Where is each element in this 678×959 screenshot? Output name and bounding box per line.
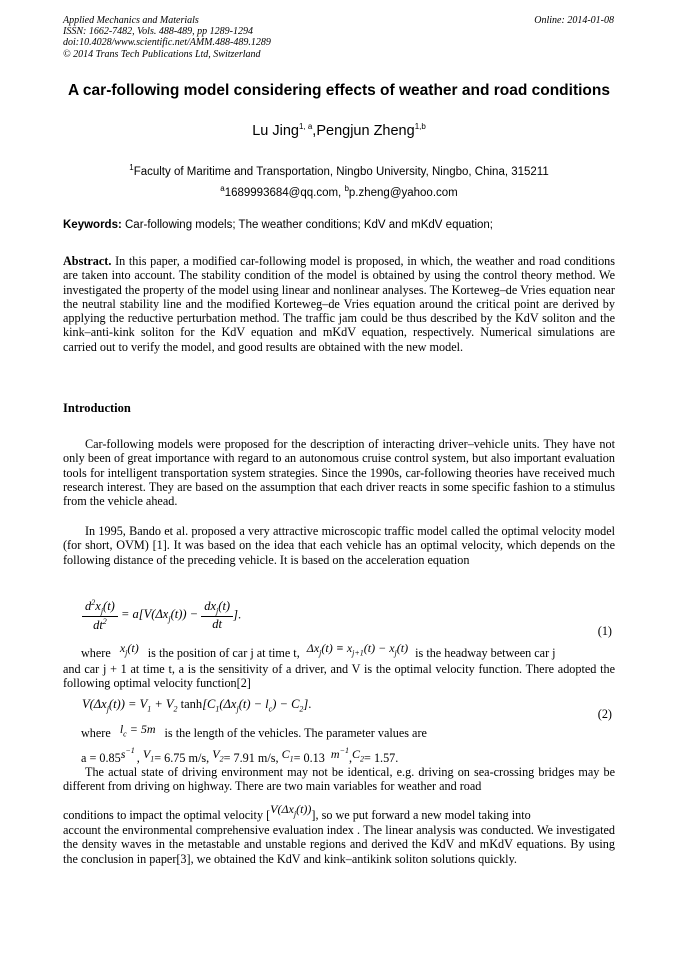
intro-paragraph-2: In 1995, Bando et al. proposed a very attractive microscopic traffic model called the optimal velocity model (for short, OVM) [1]. It was based on the idea that each vehicle has an optimal velocity, which depends on the following distance of the preceding vehicle. It is based on the acceleration equation: [63, 524, 615, 567]
authors: [63, 122, 615, 139]
lc-symbol: $l_c = 5m$: [119, 722, 156, 739]
paper-title: A car-following model considering effects of weather and road conditions: [68, 82, 610, 99]
where-1-b: is the position of car j at time t,: [147, 646, 300, 660]
email-b: p.zheng@yahoo.com: [348, 186, 458, 199]
author-2: Pengjun Zheng: [316, 122, 415, 139]
equation-2: $V(\Delta x_j(t)) = V_1 + V_2$ $\tanh[C_1(\Delta x_j(t) - l_c) - C_2]$.: [82, 697, 312, 714]
p3b-post: ], so we put forward a new model taking into: [311, 808, 531, 822]
c2-symbol: $C_2$: [352, 747, 365, 764]
doi: doi:10.4028/www.scientific.net/AMM.488-489.1289: [63, 37, 271, 49]
where-line-2: [63, 722, 615, 746]
email-a: 1689993684@qq.com,: [224, 186, 345, 199]
param-c2: = 1.57.: [364, 751, 399, 765]
keywords-text: Car-following models; The weather conditions; KdV and mKdV equation;: [121, 219, 493, 231]
email-b-sup: b: [344, 184, 349, 193]
c1-symbol: $C_1$: [281, 747, 294, 764]
v2-symbol: $V_2$: [212, 747, 224, 764]
issn: ISSN: 1662-7482, Vols. 488-489, pp 1289-1294: [63, 26, 253, 38]
param-c1: = 0.13: [293, 751, 325, 765]
author-1: Lu Jing: [252, 122, 299, 139]
abstract-label: Abstract.: [63, 254, 112, 268]
s-inv-symbol: $s^{-1}$: [120, 746, 135, 761]
author-2-sup: 1,b: [414, 122, 426, 131]
where-1-continued: and car j + 1 at time t, a is the sensitivity of a driver, and V is the optimal velocity function. There adopted the following optimal velocity function[2]: [63, 662, 615, 691]
abstract: [63, 254, 615, 354]
where-1-a: where: [81, 646, 111, 660]
affiliation-sup: 1: [129, 163, 134, 172]
online-date: Online: 2014-01-08: [534, 15, 614, 26]
param-a: a = 0.85: [81, 751, 121, 765]
affiliation: [63, 163, 615, 178]
keywords: [63, 219, 615, 231]
equation-1-number: (1): [597, 624, 612, 638]
journal-header: [63, 15, 271, 60]
headway-symbol: $\Delta x_j(t) \equiv x_{j+1}(t) - x_j(t)$: [306, 641, 409, 658]
equation-1: $\frac{d^2x_j(t)}{dt^2}$ = $a[V(\Delta x_j(t))$ − $\frac{dx_j(t)}{dt}$ ].: [82, 598, 241, 633]
email-a-sup: a: [220, 184, 225, 193]
parameter-values: $a = 0.85s^{-1}$, $V_1= 6.75$ m/s, $V_2= 7.91$ m/s, $C_1= 0.13$ $m^{-1},C_2= 1.57$.: [81, 746, 399, 765]
v1-symbol: $V_1$: [142, 747, 155, 764]
param-v2: = 7.91 m/s,: [223, 751, 279, 765]
p3b-pre: conditions to impact the optimal velocity [: [63, 808, 271, 822]
author-1-sup: 1, a: [298, 122, 313, 131]
intro-paragraph-3a: The actual state of driving environment may not be identical, e.g. driving on sea-crossing bridges may be different from driving on highway. There are two main variables for weather and road: [63, 765, 615, 794]
where-1-c: is the headway between car j: [415, 646, 556, 660]
where-2-b: is the length of the vehicles. The parameter values are: [164, 726, 427, 740]
where-2-a: where: [81, 726, 111, 740]
m-inv-symbol: $m^{-1}$: [330, 746, 349, 761]
emails: [63, 184, 615, 199]
param-v1: = 6.75 m/s,: [154, 751, 210, 765]
intro-paragraph-3c: account the environmental comprehensive evaluation index . The linear analysis was conducted. We investigated the density waves in the metastable and unstable regions and derived the KdV and mKdV equations. By using the conclusion in paper[3], we obtained the KdV and kink–antikink soliton solutions quickly.: [63, 823, 615, 866]
journal-name: Applied Mechanics and Materials: [63, 15, 199, 26]
intro-paragraph-1: Car-following models were proposed for the description of interacting driver–vehicle units. They have not only been of great importance with regard to an autonomous cruise control system, but also important evaluation tools for intelligent transportation system strategies. Since the 1990s, car-following theories have received much research interest. They are based on the assumption that each driver reacts in some specific fashion to a stimulus from the vehicle ahead.: [63, 437, 615, 509]
copyright: © 2014 Trans Tech Publications Ltd, Switzerland: [63, 48, 261, 60]
equation-2-number: (2): [597, 707, 612, 721]
affiliation-text: Faculty of Maritime and Transportation, Ningbo University, Ningbo, China, 315211: [133, 165, 549, 178]
section-heading-introduction: Introduction: [63, 401, 131, 415]
author-sep: ,: [312, 122, 317, 139]
keywords-label: Keywords:: [63, 219, 122, 231]
xj-symbol: $x_j(t)$: [119, 641, 139, 658]
optimal-velocity-symbol: $V(\Delta x_j(t))$: [270, 802, 312, 819]
abstract-text: In this paper, a modified car-following model is proposed, in which, the weather and road conditions are taken into account. The stability condition of the model is obtained by using the control theory method. We investigated the property of the model using linear and nonlinear analyses. The Korteweg–de Vries equation near the neutral stability line and the modified Korteweg–de Vries equation around the critical point are derived by applying the reductive perturbation method. The traffic jam could be thus described by the KdV soliton and the kink–anti-kink soliton for the KdV equation and mKdV equation, respectively. Numerical simulations are carried out to verify the model, and good results are obtained with the new model.: [63, 254, 615, 354]
